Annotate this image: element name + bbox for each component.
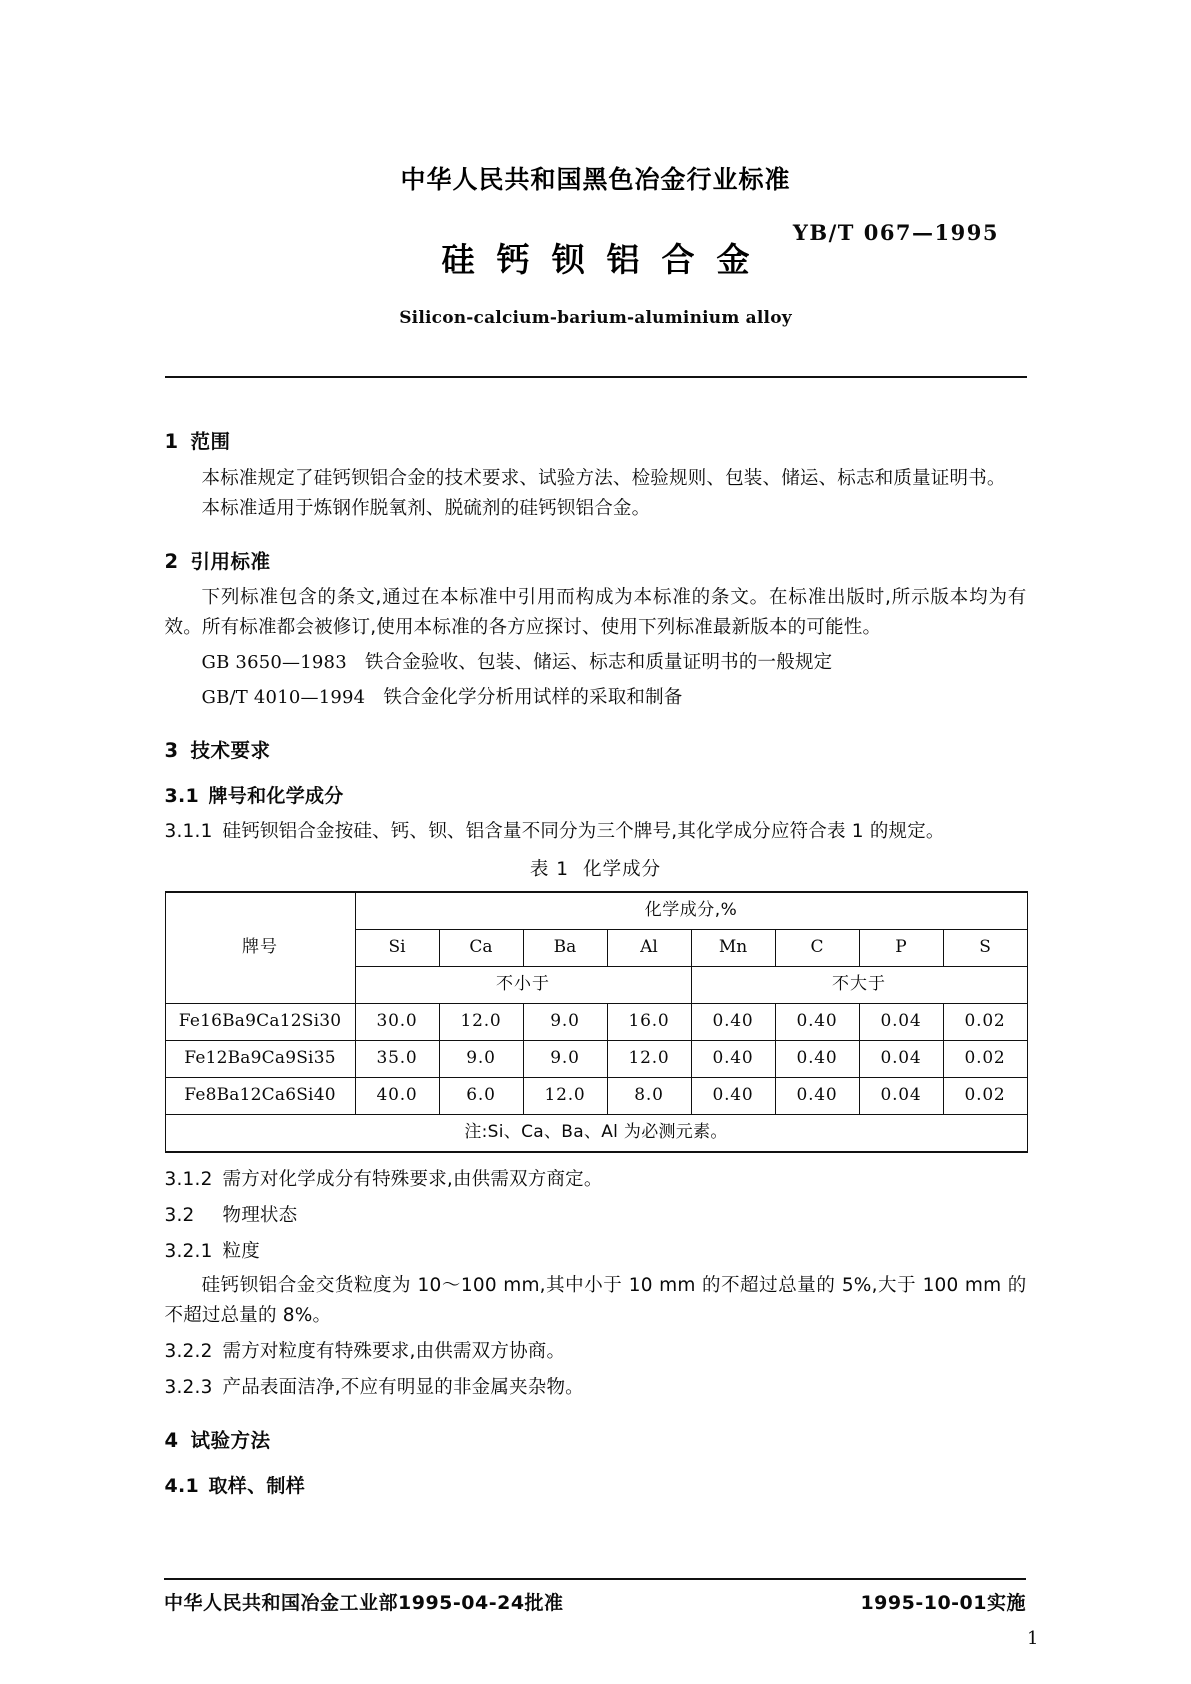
- clause-3-1-1-number: 3.1.1: [164, 821, 213, 843]
- page-title: 硅钙钡铝合金: [441, 240, 772, 279]
- table-cell-p: 0.04: [859, 1041, 943, 1078]
- table-cell-p: 0.04: [859, 1004, 943, 1041]
- table-cell-ba: 9.0: [523, 1041, 607, 1078]
- table-cell-grade: Fe16Ba9Ca12Si30: [165, 1004, 355, 1041]
- clause-3-2-heading: [165, 1201, 1027, 1231]
- table-cell-si: 40.0: [355, 1078, 439, 1115]
- table-header-element-c: C: [775, 930, 859, 967]
- table-header-element-mn: Mn: [691, 930, 775, 967]
- table-header-limit-maximum: 不大于: [691, 967, 1027, 1004]
- clause-4-1-title: 取样、制样: [208, 1474, 306, 1497]
- table-cell-ca: 9.0: [439, 1041, 523, 1078]
- clause-3-2-number: 3.2: [164, 1205, 195, 1227]
- table-cell-al: 8.0: [607, 1078, 691, 1115]
- table-header-limit-minimum: 不小于: [355, 967, 691, 1004]
- referenced-standard-2-code: GB/T 4010—1994: [201, 687, 366, 708]
- table-cell-c: 0.40: [775, 1041, 859, 1078]
- table-cell-ba: 12.0: [523, 1078, 607, 1115]
- table-cell-mn: 0.40: [691, 1004, 775, 1041]
- table-1-caption: [165, 855, 1027, 885]
- standard-organization: 中华人民共和国黑色冶金行业标准: [400, 165, 791, 194]
- section-4-heading: [165, 1425, 1027, 1457]
- clause-3-1-heading: [165, 781, 1027, 812]
- table-cell-ca: 6.0: [439, 1078, 523, 1115]
- standard-number: YB/T 067—1995: [792, 220, 999, 245]
- referenced-standard-1-code: GB 3650—1983: [201, 652, 347, 674]
- clause-3-1-2: [165, 1165, 1027, 1195]
- table-header-element-si: Si: [355, 930, 439, 967]
- clause-3-2-2-text: 需方对粒度有特殊要求,由供需双方协商。: [222, 1341, 566, 1363]
- table-header-composition: 化学成分,%: [355, 892, 1027, 930]
- section-1-paragraph-2: 本标准适用于炼钢作脱氧剂、脱硫剂的硅钙钡铝合金。: [201, 497, 651, 519]
- footer-approval-text: 中华人民共和国冶金工业部1995-04-24批准: [164, 1592, 564, 1614]
- clause-3-2-3: [165, 1373, 1027, 1403]
- table-cell-al: 12.0: [607, 1041, 691, 1078]
- clause-3-2-3-number: 3.2.3: [164, 1377, 213, 1399]
- section-1-title: 范围: [190, 430, 231, 453]
- section-3-title: 技术要求: [190, 738, 271, 762]
- table-1-title: 化学成分: [583, 859, 662, 881]
- clause-3-2-3-text: 产品表面洁净,不应有明显的非金属夹杂物。: [222, 1377, 584, 1399]
- section-2-title: 引用标准: [190, 549, 271, 573]
- table-cell-p: 0.04: [859, 1078, 943, 1115]
- section-2-paragraph-1: 下列标准包含的条文,通过在本标准中引用而构成为本标准的条文。在标准出版时,所示版本均为有效。所有标准都会被修订,使用本标准的各方应探讨、使用下列标准最新版本的可能性。: [164, 587, 1027, 639]
- table-header-element-al: Al: [607, 930, 691, 967]
- section-1-number: 1: [164, 430, 179, 453]
- section-4-number: 4: [164, 1429, 179, 1453]
- clause-3-2-1-number: 3.2.1: [164, 1241, 213, 1263]
- clause-3-1-1-text: 硅钙钡铝合金按硅、钙、钡、铝含量不同分为三个牌号,其化学成分应符合表 1 的规定。: [222, 821, 945, 843]
- referenced-standard-2-title: 铁合金化学分析用试样的采取和制备: [383, 687, 683, 708]
- referenced-standard-2: [165, 683, 1027, 713]
- section-1-paragraph-1: 本标准规定了硅钙钡铝合金的技术要求、试验方法、检验规则、包装、储运、标志和质量证明书。: [201, 467, 1006, 489]
- clause-3-2-1-heading: [165, 1237, 1027, 1267]
- table-note: 注:Si、Ca、Ba、Al 为必测元素。: [165, 1115, 1027, 1153]
- clause-3-2-title: 物理状态: [222, 1205, 298, 1227]
- table-row: [165, 1041, 1027, 1078]
- table-cell-mn: 0.40: [691, 1041, 775, 1078]
- table-cell-s: 0.02: [943, 1078, 1027, 1115]
- table-note-row: [165, 1115, 1027, 1153]
- masthead: [0, 160, 1191, 328]
- clause-3-1-2-number: 3.1.2: [164, 1169, 213, 1191]
- table-cell-s: 0.02: [943, 1004, 1027, 1041]
- footer-implementation-text: 1995-10-01实施: [860, 1592, 1026, 1614]
- referenced-standard-1-title: 铁合金验收、包装、储运、标志和质量证明书的一般规定: [364, 652, 833, 674]
- table-cell-ba: 9.0: [523, 1004, 607, 1041]
- table-cell-s: 0.02: [943, 1041, 1027, 1078]
- table-header-element-ca: Ca: [439, 930, 523, 967]
- table-cell-si: 30.0: [355, 1004, 439, 1041]
- clause-3-1-1: [165, 817, 1027, 847]
- section-2-number: 2: [164, 549, 179, 573]
- clause-3-1-number: 3.1: [164, 784, 200, 807]
- referenced-standard-1: [165, 648, 1027, 678]
- table-header-element-p: P: [859, 930, 943, 967]
- table-cell-grade: Fe12Ba9Ca9Si35: [165, 1041, 355, 1078]
- table-row: [165, 1078, 1027, 1115]
- table-cell-ca: 12.0: [439, 1004, 523, 1041]
- title-row: [0, 220, 1191, 282]
- document-page: 中华人民共和国黑色冶金行业标准 硅钙钡铝合金 YB/T 067—1995 Silicon-calcium-barium-aluminium alloy 1 范围 本标准规定了硅钙钡铝合金的技术要求、试验方法、检验规则、包装、储运、标志和质量证明书。 本标准适用于炼钢作脱氧剂、脱硫剂的硅钙钡铝合金。 2 引用标准 下列标准包含的条文,通过在本标准中引用而构成为本标准的条文。在标准出版时,所示版本均为有效。所有标准都会被修订,使用本标准的各方应探讨、使用下列标准最新版本的可能性。 GB 3650—1983 铁合金验收、包装、储运、标志和质量证明书的一般规定 GB/T 4010—1994 铁合金化学分析用试样的采取和制备 3 技术要求 3.1 牌号和化学成分 3.1.1 硅钙钡铝合金按硅、钙、钡、铝含量不同分为三个牌号,其化学成分应符合表 1 的规定。 表 1 化学成分 牌号 化学成分,% Si Ca Ba Al Mn C P S 不小于 不大于 Fe16Ba9Ca12Si30 30.0 12.0 9.0 16.0 0.40 0.40 0.04 0.02 Fe12Ba9Ca9Si35 35.0 9.0 9.0 12.0 0.40 0.40 0.04 0.02 Fe8Ba12Ca6Si40 40.0 6.0 12.0 8.0 0.40 0.40 0.04 0.02 注:Si、Ca、Ba、Al 为必测元素。 3.1.2 需方对化学成分有特殊要求,由供需双方商定。 3.2 物理状态 3.2.1 粒度 硅钙钡铝合金交货粒度为 10～100 mm,其中小于 10 mm 的不超过总量的 5%,大于 100 mm 的不超过总量的 8%。 3.2.2 需方对粒度有特殊要求,由供需双方协商。 3.2.3 产品表面洁净,不应有明显的非金属夹杂物。 4 试验方法 4.1 取样、制样 中华人民共和国冶金工业部1995-04-24批准 1995-10-01实施 1: [0, 0, 1191, 1684]
- table-header-grade: 牌号: [165, 892, 355, 1004]
- clause-3-1-2-text: 需方对化学成分有特殊要求,由供需双方商定。: [222, 1169, 603, 1191]
- table-cell-mn: 0.40: [691, 1078, 775, 1115]
- section-4-title: 试验方法: [190, 1429, 271, 1453]
- document-body: [165, 378, 1027, 1501]
- table-cell-al: 16.0: [607, 1004, 691, 1041]
- section-3-heading: [165, 735, 1027, 767]
- table-cell-c: 0.40: [775, 1078, 859, 1115]
- section-2-heading: [165, 546, 1027, 578]
- page-footer: [164, 1588, 1026, 1615]
- table-header-element-ba: Ba: [523, 930, 607, 967]
- table-cell-si: 35.0: [355, 1041, 439, 1078]
- clause-3-2-1-title: 粒度: [222, 1241, 260, 1263]
- document-subtitle-english: Silicon-calcium-barium-aluminium alloy: [399, 308, 792, 328]
- clause-3-2-2-number: 3.2.2: [164, 1341, 213, 1363]
- table-cell-grade: Fe8Ba12Ca6Si40: [165, 1078, 355, 1115]
- clause-4-1-heading: [165, 1471, 1027, 1502]
- clause-3-2-2: [165, 1337, 1027, 1367]
- chemical-composition-table: [165, 891, 1028, 1153]
- footer-divider: [164, 1578, 1026, 1580]
- table-row: [165, 1004, 1027, 1041]
- clause-3-2-1-paragraph: 硅钙钡铝合金交货粒度为 10～100 mm,其中小于 10 mm 的不超过总量的 5%,大于 100 mm 的不超过总量的 8%。: [164, 1275, 1027, 1327]
- section-1-heading: [165, 426, 1027, 458]
- table-cell-c: 0.40: [775, 1004, 859, 1041]
- clause-3-1-title: 牌号和化学成分: [208, 784, 344, 807]
- clause-4-1-number: 4.1: [164, 1474, 200, 1497]
- table-1-label: 表 1: [529, 859, 570, 881]
- section-3-number: 3: [164, 738, 179, 762]
- table-header-group-row: [165, 892, 1027, 930]
- table-header-element-s: S: [943, 930, 1027, 967]
